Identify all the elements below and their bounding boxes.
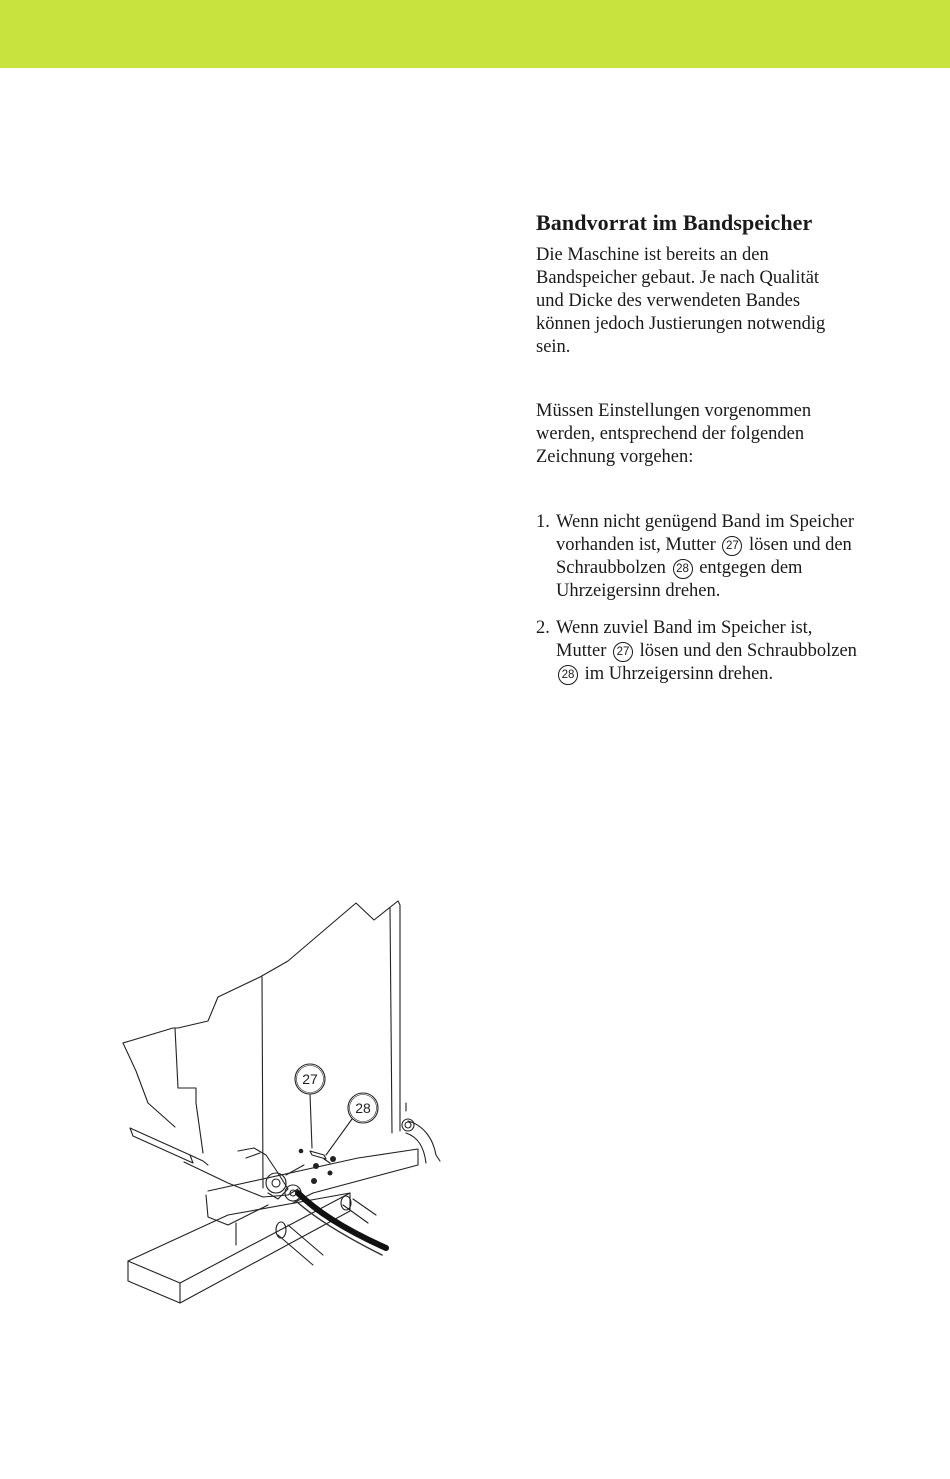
callout-28-label: 28 [355,1100,371,1116]
intro-paragraph: Die Maschine ist bereits an den Bandspeicher gebaut. Je nach Qualität und Dicke des verwendeten Bandes können jedoch Justierungen notwendig sein. [536,245,826,357]
base-plate [130,1128,418,1225]
steps-list [536,511,866,686]
instruction-section [536,208,916,700]
adjustment-mechanism [238,1148,304,1201]
callout-28 [326,1093,378,1155]
step-text: lösen und den Schraubbolzen [639,641,857,661]
tape-band-edge [296,1201,382,1255]
step-text: Wenn nicht genügend Band im Speicher vorhanden ist, Mutter [556,512,855,555]
tape-storage-drawing [118,893,458,1313]
instruction-paragraph: Müssen Einstellungen vorgenommen werden, entsprechend der folgenden Zeichnung vorgehen: [536,401,812,467]
step-number: 2. [536,618,550,638]
step-number: 1. [536,512,550,532]
housing-outline [123,901,400,1188]
callout-27-label: 27 [302,1071,318,1087]
tape-band [298,1193,386,1248]
hole-dots [299,1149,336,1184]
hose [402,1103,440,1163]
ref-bolt-marker: 28 [673,559,693,579]
section-title: Bandvorrat im Bandspeicher [536,210,813,235]
step-text: lösen und den Schraubbolzen [556,535,852,578]
ref-nut-marker: 27 [722,536,742,556]
step-item [536,511,866,603]
step-text: im Uhrzeigersinn drehen. [584,664,774,684]
ref-nut-marker: 27 [613,642,633,662]
step-item [536,617,866,686]
support-rods [276,1196,376,1265]
ref-bolt-marker: 28 [558,665,578,685]
top-color-band [0,0,950,68]
step-text: Wenn zuviel Band im Speicher ist, Mutter [556,618,813,661]
callout-27 [295,1064,325,1148]
step-text: entgegen dem Uhrzeigersinn drehen. [556,558,803,601]
